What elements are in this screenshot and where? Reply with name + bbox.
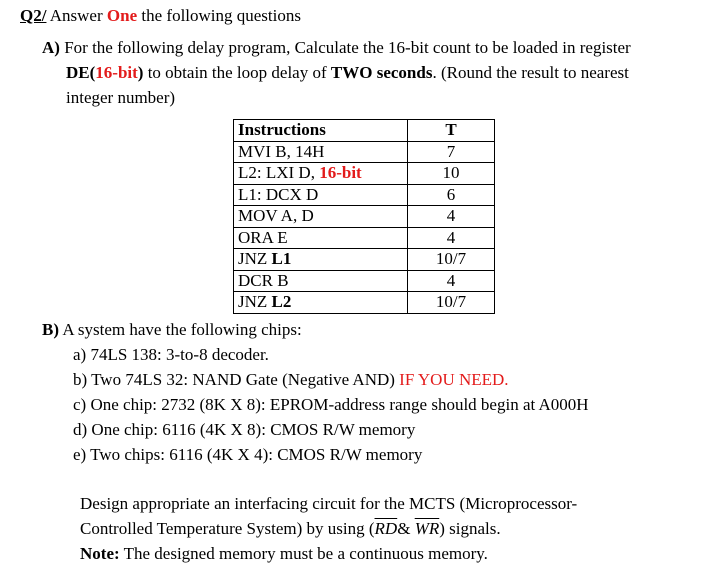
partA-text3: integer number) xyxy=(66,88,176,107)
t-cell: 4 xyxy=(408,270,495,292)
instruction-cell: L2: LXI D, 16-bit xyxy=(234,163,408,185)
t-cell: 4 xyxy=(408,227,495,249)
partA-de: DE( xyxy=(66,63,96,82)
partB-item-d: d) One chip: 6116 (4K X 8): CMOS R/W memory xyxy=(73,420,416,439)
table-row xyxy=(234,227,495,249)
instruction-cell: JNZ L1 xyxy=(234,249,408,271)
instruction-cell: MVI B, 14H xyxy=(234,141,408,163)
partA-rest: . (Round the result to nearest xyxy=(432,63,629,82)
wr-signal: $\overline{WR}$ xyxy=(414,519,440,538)
header-pre: Answer xyxy=(49,6,103,25)
partB-intro-line xyxy=(42,320,302,340)
partB-if-you-need: IF YOU NEED. xyxy=(399,370,509,389)
question-number: Q2/ xyxy=(20,6,47,25)
delay-table xyxy=(233,119,495,314)
partA-close: ) xyxy=(137,63,144,82)
rd-signal: $\overline{RD}$ xyxy=(374,519,398,538)
instruction-cell: ORA E xyxy=(234,227,408,249)
note-line xyxy=(80,544,488,564)
table-header-t: T xyxy=(408,120,495,142)
table-row xyxy=(234,163,495,185)
partA-16bit: 16-bit xyxy=(95,63,138,82)
partA-line3 xyxy=(66,88,175,108)
partA-text1: For the following delay program, Calculate the 16-bit count to be loaded in register xyxy=(64,38,631,57)
partA-mid: to obtain the loop delay of xyxy=(147,63,327,82)
t-cell: 7 xyxy=(408,141,495,163)
t-cell: 10 xyxy=(408,163,495,185)
partB-item-b: b) Two 74LS 32: NAND Gate (Negative AND) IF YOU NEED. xyxy=(73,370,509,389)
table-header-instructions: Instructions xyxy=(234,120,408,142)
partB-item-e: e) Two chips: 6116 (4K X 4): CMOS R/W memory xyxy=(73,445,423,464)
note-label: Note: xyxy=(80,544,120,563)
table-row xyxy=(234,270,495,292)
partA-line1 xyxy=(42,38,631,58)
table-row xyxy=(234,206,495,228)
instruction-cell: DCR B xyxy=(234,270,408,292)
partB-intro: A system have the following chips: xyxy=(62,320,302,339)
table-row xyxy=(234,249,495,271)
instruction-cell: MOV A, D xyxy=(234,206,408,228)
table-row xyxy=(234,292,495,314)
partB-item-c: c) One chip: 2732 (8K X 8): EPROM-address range should begin at A000H xyxy=(73,395,589,414)
table-row xyxy=(234,184,495,206)
partB-item-a: a) 74LS 138: 3-to-8 decoder. xyxy=(73,345,269,364)
t-cell: 10/7 xyxy=(408,292,495,314)
header-one: One xyxy=(106,6,138,25)
t-cell: 4 xyxy=(408,206,495,228)
t-cell: 6 xyxy=(408,184,495,206)
instruction-cell: L1: DCX D xyxy=(234,184,408,206)
design-line1: Design appropriate an interfacing circuit for the MCTS (Microprocessor- xyxy=(80,494,578,513)
table-header-row xyxy=(234,120,495,142)
header-post: the following questions xyxy=(141,6,301,25)
question-header xyxy=(20,6,301,26)
partA-label: A) xyxy=(42,38,60,57)
t-cell: 10/7 xyxy=(408,249,495,271)
partA-line2 xyxy=(66,63,629,83)
note-text: The designed memory must be a continuous memory. xyxy=(123,544,488,563)
partA-two-seconds: TWO seconds xyxy=(330,63,433,82)
partB-label: B) xyxy=(42,320,59,339)
instruction-cell: JNZ L2 xyxy=(234,292,408,314)
table-row xyxy=(234,141,495,163)
design-line2: Controlled Temperature System) by using ($\overline{RD}\&$ $\overline{WR}$) signals. xyxy=(80,519,501,538)
